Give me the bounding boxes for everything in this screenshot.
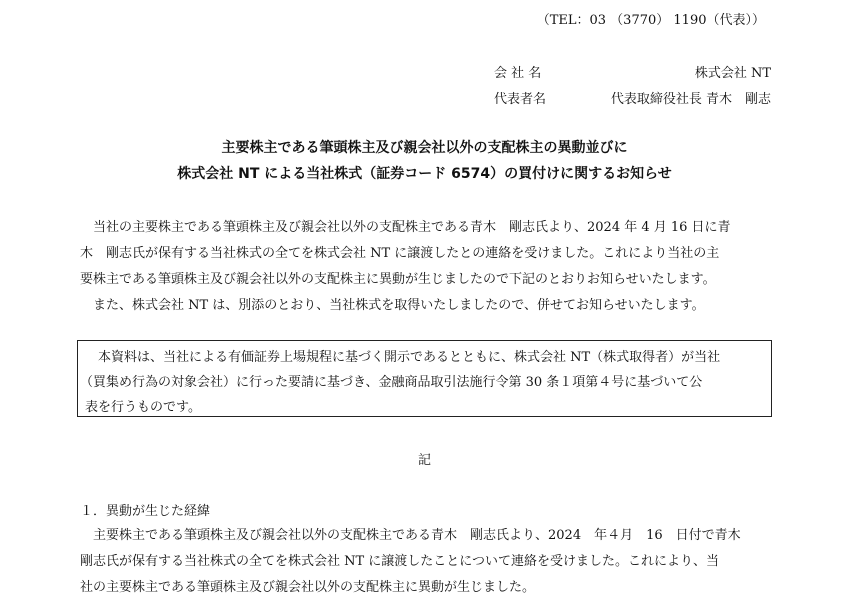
notice-line: 表を行うものです。 [85,400,201,415]
company-name-value: 株式会社 NT [694,66,771,81]
intro-line: 要株主である筆頭株主及び親会社以外の支配株主に異動が生じましたので下記のとおりお知らせいたします。 [80,272,716,287]
intro-line: 当社の主要株主である筆頭株主及び親会社以外の支配株主である青木 剛志氏より、2024 年 4 月 16 日に青 [93,220,731,235]
document-title-line-1: 主要株主である筆頭株主及び親会社以外の支配株主の異動並びに [221,140,628,156]
section-1-heading: １．異動が生じた経緯 [80,504,211,519]
section-1-line: 主要株主である筆頭株主及び親会社以外の支配株主である青木 剛志氏より、2024 年４月 16 日付で青木 [93,528,741,543]
intro-line: また、株式会社 NT は、別添のとおり、当社株式を取得いたしましたので、併せてお知らせいたします。 [93,298,705,313]
representative-label: 代表者名 [494,92,547,107]
notice-line: 本資料は、当社による有価証券上場規程に基づく開示であるとともに、株式会社 NT（株式取得者）が当社 [98,350,721,365]
section-1-line: 剛志氏が保有する当社株式の全てを株式会社 NT に譲渡したことについて連絡を受けました。これにより、当 [80,554,720,569]
ki-marker: 記 [417,453,431,468]
telephone-line: （TEL：03 （3770） 1190（代表）） [536,13,765,28]
representative-value: 代表取締役社長 青木 剛志 [610,92,771,107]
section-1-line: 社の主要株主である筆頭株主及び親会社以外の支配株主に異動が生じました。 [80,580,536,595]
notice-line: （買集め行為の対象会社）に行った要請に基づき、金融商品取引法施行令第 30 条１項第４号に基づいて公 [80,375,703,390]
intro-line: 木 剛志氏が保有する当社株式の全てを株式会社 NT に譲渡したとの連絡を受けました。これにより当社の主 [80,246,720,261]
document-title-line-2: 株式会社 NT による当社株式（証券コード 6574）の買付けに関するお知らせ [177,166,672,182]
company-name-label: 会 社 名 [494,66,542,81]
